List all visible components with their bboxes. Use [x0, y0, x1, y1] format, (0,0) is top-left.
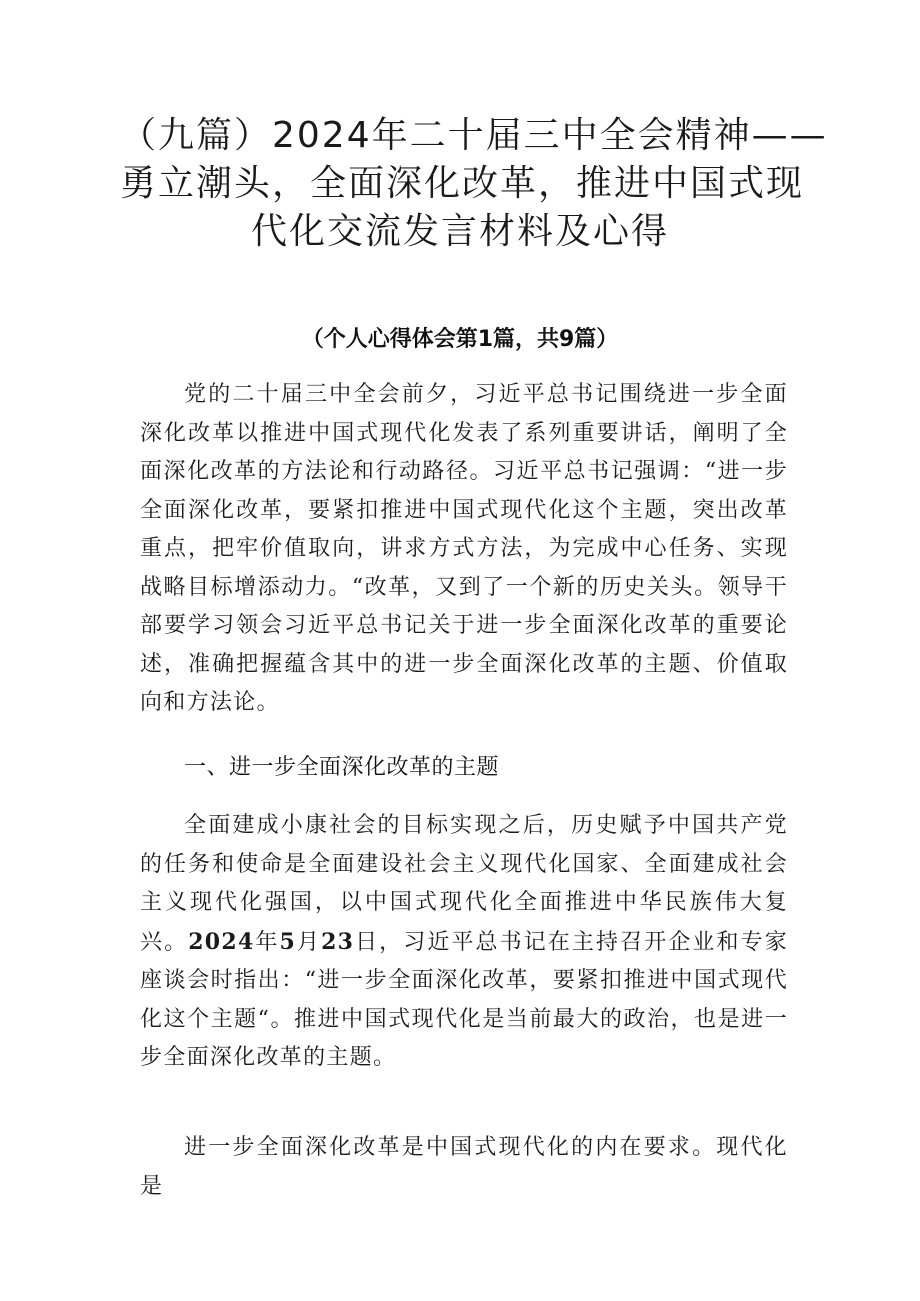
title-line: （九篇）2024年二十届三中全会精神——: [120, 115, 828, 156]
date-year-unit: 年: [254, 929, 280, 955]
section-heading: 一、进一步全面深化改革的主题: [184, 755, 500, 780]
paragraph-intro: [140, 376, 788, 723]
date-year: 2024: [188, 928, 255, 955]
date-month-unit: 月: [296, 929, 322, 955]
document-subtitle: （个人心得体会第1篇，共9篇）: [301, 327, 619, 352]
title-line: 勇立潮头，全面深化改革，推进中国式现: [120, 163, 805, 204]
paragraph-modernization: [140, 1129, 788, 1206]
paragraph-text: 党的二十届三中全会前夕，习近平总书记围绕进一步全面深化改革以推进中国式现代化发表了系列重要讲话，阐明了全面深化改革的方法论和行动路径。习近平总书记强调：“进一步全面深化改革，要紧扣推进中国式现代化这个主题，突出改革重点，把牢价值取向，讲求方式方法，为完成中心任务、实现战略目标增添动力。“改革，又到了一个新的历史关头。领导干部要学习领会习近平总书记关于进一步全面深化改革的重要论述，准确把握蕴含其中的进一步全面深化改革的主题、价值取向和方法论。: [140, 382, 788, 715]
paragraph-text-part: 日，习近平总书记在主持召开企业和专家座谈会时指出：“进一步全面深化改革，要紧扣推进中国式现代化这个主题“。推进中国式现代化是当前最大的政治，也是进一步全面深化改革的主题。: [140, 929, 789, 1070]
date-day: 23: [321, 928, 355, 955]
paragraph-text-part: 全面建成小康社会的目标实现之后，历史赋予中国共产党的任务和使命是全面建设社会主义现代化国家、全面建成社会主义现代化强国，以中国式现代化全面推进中华民族伟大复兴。: [140, 813, 788, 955]
document-title: [120, 112, 828, 256]
paragraph-text: 进一步全面深化改革是中国式现代化的内在要求。现代化是: [140, 1135, 788, 1199]
paragraph-theme: [140, 807, 788, 1078]
paragraph-text: [140, 807, 788, 1078]
title-line: 代化交流发言材料及心得: [250, 211, 669, 252]
date-month: 5: [279, 928, 297, 955]
